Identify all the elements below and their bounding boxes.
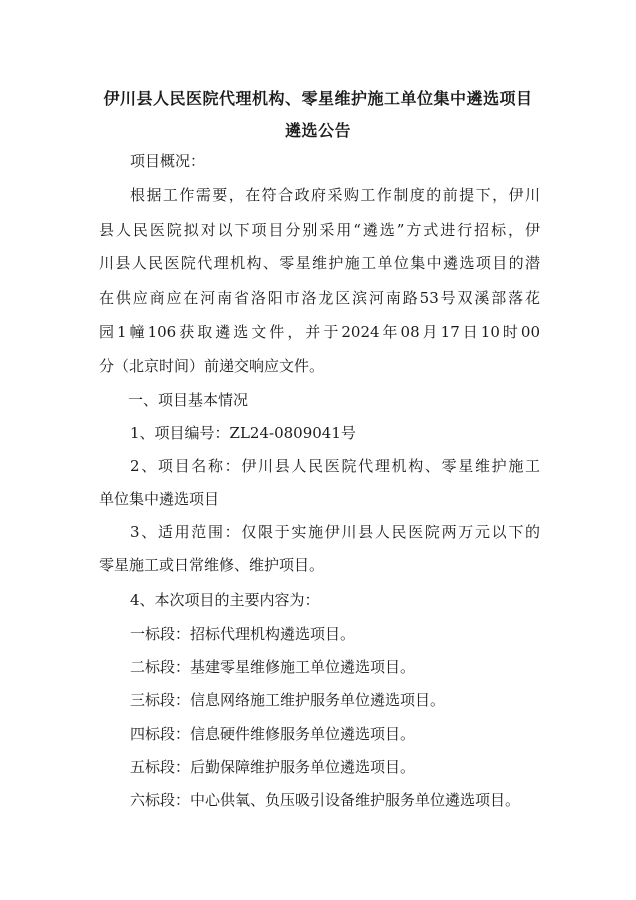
lot-item: 五标段：后勤保障维护服务单位遴选项目。 [130,758,416,776]
scope-line: 3、适用范围：仅限于实施伊川县人民医院两万元以下的 [130,523,540,541]
section-heading: 一、项目基本情况 [128,391,249,409]
overview-line: 在供应商应在河南省洛阳市洛龙区滨河南路53号双溪部落花 [99,289,540,307]
contents-heading: 4、本次项目的主要内容为： [130,591,320,609]
document-title: 伊川县人民医院代理机构、零星维护施工单位集中遴选项目 [103,89,533,108]
overview-line: 园1幢106获取遴选文件，并于2024年08月17日10时00 [99,323,540,341]
overview-line: 川县人民医院代理机构、零星维护施工单位集中遴选项目的潜 [99,254,540,272]
lot-item: 一标段：招标代理机构遴选项目。 [130,625,356,643]
project-name-line: 单位集中遴选项目 [99,490,220,508]
overview-heading: 项目概况： [130,152,206,170]
lot-item: 二标段：基建零星维修施工单位遴选项目。 [130,658,416,676]
overview-line: 县人民医院拟对以下项目分别采用“遴选”方式进行招标，伊 [99,221,540,239]
lot-item: 六标段：中心供氧、负压吸引设备维护服务单位遴选项目。 [130,791,521,809]
lot-item: 四标段：信息硬件维修服务单位遴选项目。 [130,725,416,743]
overview-line: 分（北京时间）前递交响应文件。 [99,357,325,375]
scope-line: 零星施工或日常维修、维护项目。 [99,556,325,574]
overview-line: 根据工作需要，在符合政府采购工作制度的前提下，伊川 [130,186,540,204]
document-subtitle: 遴选公告 [284,121,351,140]
project-number: 1、项目编号：ZL24-0809041号 [130,424,356,442]
lot-item: 三标段：信息网络施工维护服务单位遴选项目。 [130,691,446,709]
project-name-line: 2、项目名称：伊川县人民医院代理机构、零星维护施工 [130,457,540,475]
